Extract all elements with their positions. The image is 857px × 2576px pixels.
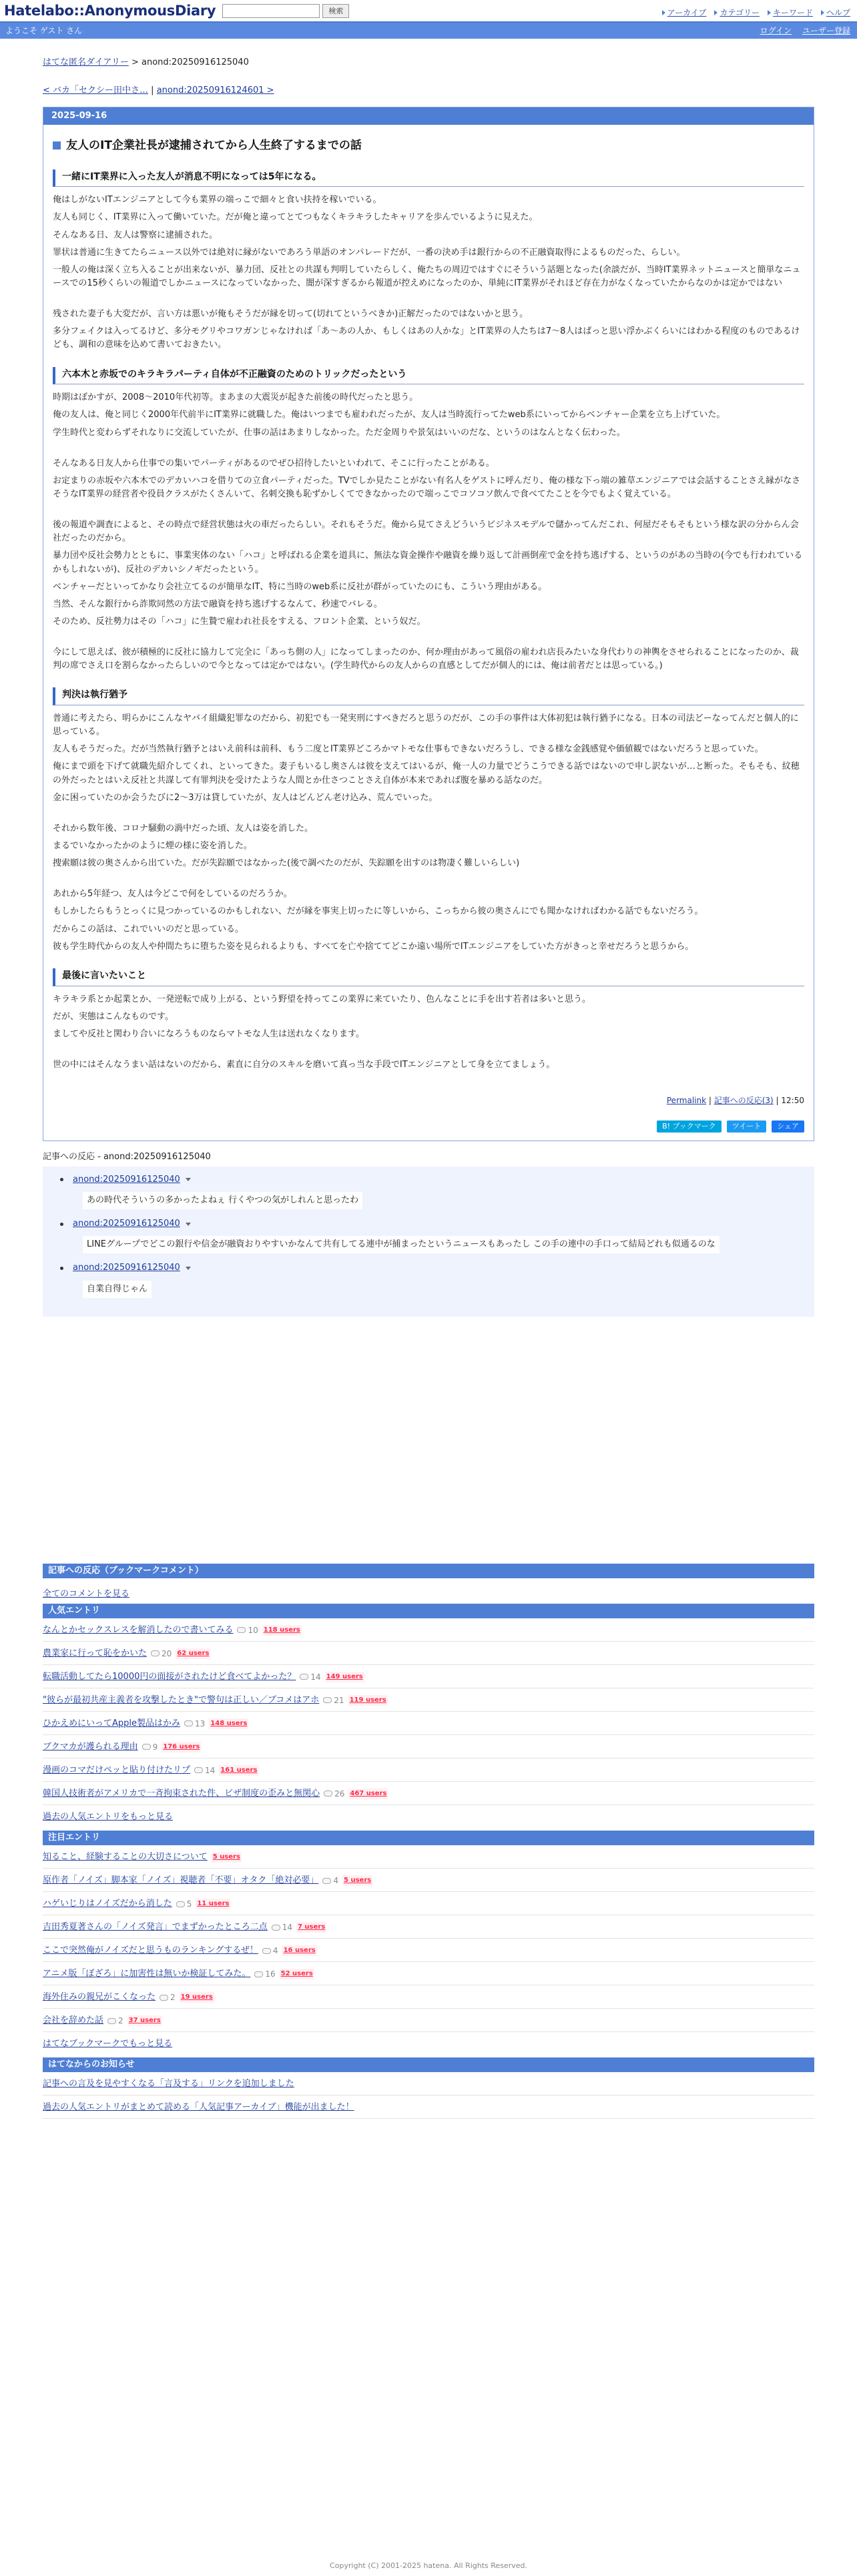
permalink-link[interactable]: Permalink bbox=[666, 1096, 707, 1106]
paragraph: 当然、そんな銀行から詐欺同然の方法で融資を持ち逃げするなんて、秒速でバレる。 bbox=[53, 599, 382, 609]
users-badge[interactable]: 52 users bbox=[280, 1969, 314, 1979]
comment-count: 14 bbox=[272, 1921, 292, 1934]
users-badge[interactable]: 119 users bbox=[348, 1695, 388, 1706]
paragraph: そんなある日友人から仕事での集いでパーティがあるのでぜひ招待したいといわれて、そこに行ったことがある。 bbox=[53, 458, 495, 468]
entry-row bbox=[43, 1782, 814, 1805]
reaction-item bbox=[52, 1217, 805, 1253]
paragraph: キラキラ系とか起業とか、一発逆転で成り上がる、という野望を持ってこの業界に来ていたり、色んなことに手を出す若者は多いと思う。 bbox=[53, 994, 591, 1004]
prev-entry-link[interactable]: < バカ「セクシー田中さ… bbox=[43, 85, 149, 96]
paragraph: 世の中にはそんなうまい話はないのだから、素直に自分のスキルを磨いて真っ当な手段でITエンジニアとして身を立てましょう。 bbox=[53, 1060, 555, 1070]
all-comments-link[interactable]: 全てのコメントを見る bbox=[43, 1588, 130, 1599]
arrow-right-icon bbox=[714, 10, 718, 15]
top-header bbox=[0, 0, 857, 23]
more-popular-link[interactable]: 過去の人気エントリをもっと見る bbox=[43, 1811, 174, 1822]
comment-count: 14 bbox=[300, 1671, 320, 1684]
notice-item bbox=[43, 2072, 814, 2096]
comment-count: 21 bbox=[323, 1694, 344, 1707]
paragraph: そのため、反社勢力はその「ハコ」に生贄で雇われ社長をすえる、フロント企業、という奴だ。 bbox=[53, 616, 426, 627]
comment-count: 2 bbox=[107, 2015, 123, 2027]
facebook-share-button[interactable]: シェア bbox=[772, 1120, 804, 1133]
entry-row bbox=[43, 1915, 814, 1939]
paragraph: 今にして思えば、彼が積極的に反社に協力して完全に「あっち側の人」になってしまったのか、何か理由があって風俗の雇われ店長みたいな身代わりの神輿をさせられることになったのか、裁判の席でさえ口を割らなかったらしいので今となっては定かではない。(学生時代からの友人からの直感としてだが個人的には、俺は前者だとは思っている。) bbox=[53, 647, 799, 671]
comment-bubble-icon bbox=[184, 1720, 193, 1726]
entry-title-link[interactable]: 漫画のコマだけペッと貼り付けたリプ bbox=[43, 1764, 191, 1775]
article-footer: Permalink | 記事への反応(3) | 12:50 bbox=[666, 1096, 804, 1106]
comment-count: 20 bbox=[151, 1648, 172, 1660]
notice-link[interactable]: 過去の人気エントリがまとめて読める「人気記事アーカイブ」機能が出ました！ bbox=[43, 2102, 354, 2113]
popular-entries-section bbox=[43, 1604, 814, 1831]
notice-item bbox=[43, 2096, 814, 2119]
paragraph-spacer bbox=[53, 1045, 804, 1058]
popular-entries-heading: 人気エントリ bbox=[43, 1604, 814, 1618]
comment-bubble-icon bbox=[237, 1627, 246, 1633]
entry-title-link[interactable]: 韓国人技術者がアメリカで一斉拘束された件、ビザ制度の歪みと無関心 bbox=[43, 1788, 320, 1799]
comment-count: 16 bbox=[254, 1968, 275, 1981]
reactions-list bbox=[43, 1167, 814, 1317]
article-title[interactable]: 友人のIT企業社長が逮捕されてから人生終了するまでの話 bbox=[53, 137, 804, 154]
section-heading: 最後に言いたいこと bbox=[53, 968, 804, 986]
comment-bubble-icon bbox=[176, 1901, 185, 1907]
paragraph: 俺はしがないITエンジニアとして今も業界の端っこで細々と食い扶持を稼いでいる。 bbox=[53, 195, 382, 206]
users-badge[interactable]: 11 users bbox=[196, 1899, 230, 1909]
comment-count: 10 bbox=[237, 1624, 258, 1637]
entry-row bbox=[43, 1939, 814, 1962]
entry-row bbox=[43, 1962, 814, 1985]
comment-bubble-icon bbox=[194, 1767, 203, 1773]
breadcrumb-current: anond:20250916125040 bbox=[141, 57, 249, 67]
category-link[interactable]: カテゴリー bbox=[714, 7, 760, 19]
paragraph: そんなある日、友人は警察に逮捕された。 bbox=[53, 230, 218, 240]
sub-header bbox=[0, 23, 857, 39]
users-badge[interactable]: 37 users bbox=[127, 2015, 162, 2026]
paragraph: 罪状は普通に生きてたらニュース以外では絶対に縁がないであろう単語のオンパレードだが、一番の決め手は銀行からの不正融資取得によるものだった、らしい。 bbox=[53, 247, 685, 258]
title-square-icon bbox=[53, 141, 61, 149]
search-button[interactable]: 検索 bbox=[322, 4, 349, 18]
comment-bubble-icon bbox=[160, 1995, 168, 2001]
attention-entries-list bbox=[43, 1845, 814, 2032]
entry-title-link[interactable]: 吉田秀夏著さんの「ノイズ発言」でまずかったところ二点 bbox=[43, 1921, 268, 1932]
paragraph-spacer bbox=[53, 294, 804, 308]
paragraph: 暴力団や反社会勢力とともに、事業実体のない「ハコ」と呼ばれる企業を道具に、無法な資金操作や融資を繰り返して計画倒産で金を持ち逃げする、というのがあの当時の(今でも行われているかもしれないが)、反社のデカいシノギだったという。 bbox=[53, 551, 803, 575]
entry-row bbox=[43, 1665, 814, 1688]
comment-bubble-icon bbox=[107, 2018, 116, 2024]
comment-bubble-icon bbox=[151, 1650, 160, 1656]
comment-count: 9 bbox=[142, 1741, 158, 1754]
comment-count: 14 bbox=[194, 1764, 215, 1777]
prev-next-nav: < バカ「セクシー田中さ… | anond:20250916124601 > bbox=[43, 85, 274, 96]
login-link[interactable]: ログイン bbox=[760, 26, 792, 35]
share-buttons bbox=[53, 1120, 804, 1133]
paragraph-spacer bbox=[53, 505, 804, 519]
users-badge[interactable]: 5 users bbox=[342, 1875, 372, 1886]
arrow-right-icon bbox=[821, 10, 824, 15]
entry-title-link[interactable]: 農業家に行って恥をかいた bbox=[43, 1648, 148, 1658]
entry-title-link[interactable]: "彼らが最初共産主義者を攻撃したとき"で警句は正しい／ブコメはアホ bbox=[43, 1694, 320, 1705]
article-body bbox=[43, 125, 814, 1140]
popular-entries-list bbox=[43, 1618, 814, 1805]
comment-count: 26 bbox=[324, 1788, 344, 1801]
entry-row bbox=[43, 1712, 814, 1735]
expand-triangle-icon[interactable] bbox=[186, 1178, 191, 1181]
reaction-excerpt: あの時代そういうの多かったよねぇ 行くやつの気がしれんと思ったわ bbox=[83, 1192, 362, 1209]
next-entry-link[interactable]: anond:20250916124601 > bbox=[156, 85, 274, 96]
entry-title-link[interactable]: 転職活動してたら10000円の面接がされたけど食べてよかった？ bbox=[43, 1671, 296, 1682]
users-badge[interactable]: 5 users bbox=[212, 1852, 242, 1863]
comment-bubble-icon bbox=[300, 1674, 308, 1680]
breadcrumb-home-link[interactable]: はてな匿名ダイアリー bbox=[43, 57, 129, 67]
entry-row bbox=[43, 1845, 814, 1869]
attention-entries-heading: 注目エントリ bbox=[43, 1831, 814, 1845]
entry-title-link[interactable]: アニメ版「ぼざろ」に加害性は無いか検証してみた。 bbox=[43, 1968, 251, 1979]
bookmark-comments-section bbox=[43, 1564, 814, 1601]
users-badge[interactable]: 62 users bbox=[176, 1648, 210, 1659]
comment-count: 5 bbox=[176, 1898, 192, 1911]
bookmark-comments-heading: 記事への反応（ブックマークコメント） bbox=[43, 1564, 814, 1578]
breadcrumb: はてな匿名ダイアリー > anond:20250916125040 bbox=[43, 57, 249, 67]
paragraph: 俺の友人は、俺と同じく2000年代前半にIT業界に就職した。俺はいつまでも雇われだったが、友人は当時流行ってたweb系にいってからベンチャー企業を立ち上げていた。 bbox=[53, 410, 726, 420]
attention-entries-section bbox=[43, 1831, 814, 2057]
entry-row bbox=[43, 2009, 814, 2032]
paragraph: 金に困っていたのか会うたびに2〜3万は貸していたが、友人はどんどん老け込み、荒んでいった。 bbox=[53, 792, 438, 803]
section-heading: 一緒にIT業界に入った友人が消息不明になっては5年になる。 bbox=[53, 170, 804, 188]
help-link[interactable]: ヘルプ bbox=[821, 7, 850, 19]
reaction-item bbox=[52, 1261, 805, 1297]
paragraph: 普通に考えたら、明らかにこんなヤバイ組織犯罪なのだから、初犯でも一発実刑にすべきだろと思うのだが、この手の事件は大体初犯は執行猶予になる。日本の司法どーなってんだと個人的に思っている。 bbox=[53, 713, 799, 737]
main-content bbox=[43, 56, 814, 2119]
paragraph: あれから5年経つ、友人は今どこで何をしているのだろうか。 bbox=[53, 889, 292, 900]
comment-bubble-icon bbox=[262, 1948, 271, 1954]
comment-bubble-icon bbox=[322, 1878, 331, 1884]
entry-row bbox=[43, 1618, 814, 1642]
users-badge[interactable]: 19 users bbox=[180, 1992, 214, 2003]
paragraph: 彼も学生時代からの友人や仲間たちに堕ちた姿を見られるよりも、すべてを亡や捨ててどこか遠い場所でITエンジニアをしていた方がきっと幸せだろうと思うから。 bbox=[53, 941, 694, 952]
comment-count: 4 bbox=[262, 1945, 278, 1957]
paragraph: 友人も同じく、IT業界に入って働いていた。だが俺と違ってとてつもなくキラキラしたキャリアを歩んでいるように見えた。 bbox=[53, 212, 538, 223]
paragraph: だからこの話は、これでいいのだと思っている。 bbox=[53, 924, 244, 934]
reaction-excerpt: LINEグループでどこの銀行や信金が融資おりやすいかなんて共有してる連中が捕まったというニュースもあったし この手の連中の手口って結局どれも似通るのな bbox=[83, 1236, 720, 1253]
top-nav bbox=[662, 7, 850, 19]
paragraph: 一般人の俺は深く立ち入ることが出来ないが、暴力団、反社との共謀も判明していたらしく、俺たちの周辺ではすぐにそういう話題となった(余談だが、当時IT業界ネットニュースと簡単なニュースでの15秒くらいの報道でしかニュースになっていなかった、闇が深すぎるから報道が控えめになったのか、単純にIT業界がそれほど存在力がなくなっていたからなのかは定かではない bbox=[53, 264, 801, 289]
site-logo[interactable]: Hatelabo::AnonymousDiary bbox=[4, 2, 216, 19]
users-badge[interactable]: 118 users bbox=[262, 1625, 302, 1636]
reaction-link[interactable]: anond:20250916125040 bbox=[73, 1219, 180, 1229]
arrow-right-icon bbox=[768, 10, 771, 15]
users-badge[interactable]: 467 users bbox=[348, 1789, 388, 1799]
entry-title-link[interactable]: ひかえめにいってApple製品はかみ bbox=[43, 1718, 181, 1728]
entry-row bbox=[43, 1642, 814, 1665]
users-badge[interactable]: 149 users bbox=[325, 1672, 364, 1682]
users-badge[interactable]: 161 users bbox=[219, 1765, 258, 1776]
more-bookmark-link[interactable]: はてなブックマークでもっと見る bbox=[43, 2039, 173, 2049]
comment-bubble-icon bbox=[323, 1697, 332, 1703]
paragraph: お定まりの赤坂や六本木でのデカいハコを借りての立食パーティだった。TVでしか見たことがない有名人をゲストに呼んだり、俺の様な下っ端の雑草エンジニアでは会話することさえ縁がなさそうなIT業界の経営者や役員クラスがたくさんいて、名刺交換も恥ずかしくてできなかったので端っこでコソコソ飲んで食べてたことを今でもよく覚えている。 bbox=[53, 475, 801, 499]
tweet-button[interactable]: ツイート bbox=[727, 1120, 766, 1133]
reactions-count-link[interactable]: 記事への反応(3) bbox=[713, 1096, 774, 1106]
expand-triangle-icon[interactable] bbox=[186, 1267, 191, 1270]
section-heading: 六本木と赤坂でのキラキラパーティ自体が不正融資のためのトリックだったという bbox=[53, 367, 804, 385]
entry-title-link[interactable]: ハゲいじりはノイズだから消した bbox=[43, 1898, 172, 1909]
entry-title-link[interactable]: 会社を辞めた話 bbox=[43, 2015, 104, 2025]
paragraph: ベンチャーだといってかなり会社立てるのが簡単なIT、特に当時のweb系に反社が群がっていたのにも、こういう理由がある。 bbox=[53, 581, 547, 592]
reactions-heading: 記事への反応 - anond:20250916125040 bbox=[43, 1151, 211, 1162]
bullet-icon bbox=[60, 1267, 63, 1270]
paragraph: 残された妻子も大変だが、言い方は悪いが俺もそうだが縁を切って(切れてというべきか)正解だったのではないかと思う。 bbox=[53, 309, 529, 320]
users-badge[interactable]: 7 users bbox=[296, 1922, 326, 1933]
paragraph: 学生時代と変わらずそれなりに交流していたが、仕事の話はあまりしなかった。ただ金周りや景気はいいのだな、というのはなんとなく伝わった。 bbox=[53, 427, 625, 438]
article-date: 2025-09-16 bbox=[43, 107, 814, 125]
paragraph: だが、実態はこんなものです。 bbox=[53, 1011, 174, 1022]
reaction-excerpt: 自業自得じゃん bbox=[83, 1281, 152, 1298]
entry-row bbox=[43, 1869, 814, 1892]
expand-triangle-icon[interactable] bbox=[186, 1223, 191, 1226]
notices-section bbox=[43, 2057, 814, 2119]
paragraph: 友人もそうだった。だが当然執行猶予とはいえ前科は前科、もう二度とIT業界どころかマトモな仕事もできないだろうし、できる様な金銭感覚や価値観ではないだろうと思っていた。 bbox=[53, 744, 764, 755]
copyright: Copyright (C) 2001-2025 hatena. All Rights Reserved. bbox=[330, 2561, 527, 2570]
search-input[interactable] bbox=[222, 4, 320, 18]
comment-bubble-icon bbox=[272, 1925, 280, 1931]
section-heading: 判決は執行猶予 bbox=[53, 687, 804, 705]
article-text bbox=[53, 170, 804, 1072]
notices-heading: はてなからのお知らせ bbox=[43, 2057, 814, 2072]
entry-title-link[interactable]: 海外住みの親兄がこくなった bbox=[43, 1991, 156, 2002]
search-form bbox=[222, 4, 349, 18]
entry-title-link[interactable]: ここで突然俺がノイズだと思うものランキングするぜ！ bbox=[43, 1945, 258, 1955]
reaction-link[interactable]: anond:20250916125040 bbox=[73, 1263, 180, 1273]
post-time: 12:50 bbox=[781, 1096, 804, 1106]
paragraph-spacer bbox=[53, 444, 804, 457]
entry-row bbox=[43, 1735, 814, 1758]
comment-count: 13 bbox=[184, 1718, 205, 1730]
entry-row bbox=[43, 1758, 814, 1782]
bullet-icon bbox=[60, 1178, 63, 1181]
paragraph: 捜索願は彼の奥さんから出ていた。だが失踪願ではなかった(後で調べたのだが、失踪願を出すのは物凄く難しいらしい) bbox=[53, 858, 520, 869]
comment-bubble-icon bbox=[142, 1744, 151, 1750]
paragraph: まるでいなかったかのように煙の様に姿を消した。 bbox=[53, 841, 252, 852]
paragraph: 後の報道や調査によると、その時点で経営状態は火の車だったらしい。それもそうだ。俺から見てさえどういうビジネスモデルで儲かってんだこれ、何屋だそもそもという様な訳の分からん会社だったのだから。 bbox=[53, 520, 799, 544]
diary-article bbox=[43, 107, 814, 1141]
hatena-bookmark-button[interactable]: B! ブックマーク bbox=[657, 1120, 722, 1133]
paragraph: 俺にまで頭を下げて就職先紹介してくれ、といってきた。妻子もいるし奥さんは彼を支えてはいるが、俺一人の力量でどうこうできる話ではないので申し訳ないが…と断った。そもそも、紋穂の外だったとはいえ反社と共謀して有罪判決を受けたような人間とか仕さつことさえ自体が本来であれば腹を暴める話なのだ。 bbox=[53, 761, 800, 785]
paragraph: それから数年後、コロナ騒動の渦中だった頃、友人は姿を消した。 bbox=[53, 823, 314, 834]
entry-title-link[interactable]: 知ること、経験することの大切さについて bbox=[43, 1851, 208, 1862]
comment-count: 2 bbox=[160, 1991, 176, 2004]
keyword-link[interactable]: キーワード bbox=[768, 7, 813, 19]
notice-link[interactable]: 記事への言及を見やすくなる「言及する」リンクを追加しました bbox=[43, 2079, 294, 2089]
entry-title-link[interactable]: ブクマカが護られる理由 bbox=[43, 1741, 138, 1752]
entry-row bbox=[43, 1688, 814, 1712]
reaction-link[interactable]: anond:20250916125040 bbox=[73, 1174, 180, 1185]
comment-bubble-icon bbox=[254, 1971, 263, 1977]
paragraph: もしかしたらもうとっくに見つかっているのかもしれない、だが縁を事実上切ったに等しいから、こっちから彼の奥さんにでも聞かなければわかる話でもないだろう。 bbox=[53, 906, 703, 917]
paragraph-spacer bbox=[53, 874, 804, 888]
paragraph-spacer bbox=[53, 633, 804, 646]
entry-title-link[interactable]: なんとかセックスレスを解消したので書いてみる bbox=[43, 1624, 234, 1635]
comment-bubble-icon bbox=[324, 1791, 332, 1797]
reaction-item bbox=[52, 1173, 805, 1209]
entry-title-link[interactable]: 原作者「ノイズ」脚本家「ノイズ」視聴者「不要」オタク「絶対必要」 bbox=[43, 1875, 319, 1885]
bullet-icon bbox=[60, 1223, 63, 1226]
welcome-text: ようこそ ゲスト さん bbox=[5, 25, 83, 35]
entry-row bbox=[43, 1985, 814, 2009]
paragraph: 多分フェイクは入ってるけど、多分モグリやコワガンじゃなければ「あ〜あの人か、もしくはあの人かな」とIT業界の人たちは7〜8人はぱっと思い浮かぶくらいにはわかる程度のものであるけども、調和の意味を込めて書いておきたい。 bbox=[53, 326, 800, 350]
arrow-right-icon bbox=[662, 10, 665, 15]
users-badge[interactable]: 16 users bbox=[282, 1945, 317, 1956]
users-badge[interactable]: 176 users bbox=[162, 1742, 201, 1752]
paragraph: 時期はぼかすが、2008〜2010年代初等。まあまの大震災が起きた前後の時代だったと思う。 bbox=[53, 392, 418, 403]
archive-link[interactable]: アーカイブ bbox=[662, 7, 707, 19]
comment-count: 4 bbox=[322, 1875, 338, 1887]
register-link[interactable]: ユーザー登録 bbox=[802, 26, 850, 35]
entry-row bbox=[43, 1892, 814, 1915]
users-badge[interactable]: 148 users bbox=[209, 1718, 248, 1729]
paragraph: ましてや反社と関わり合いになろうものならマトモな人生は送れなくなります。 bbox=[53, 1028, 364, 1039]
paragraph-spacer bbox=[53, 809, 804, 822]
